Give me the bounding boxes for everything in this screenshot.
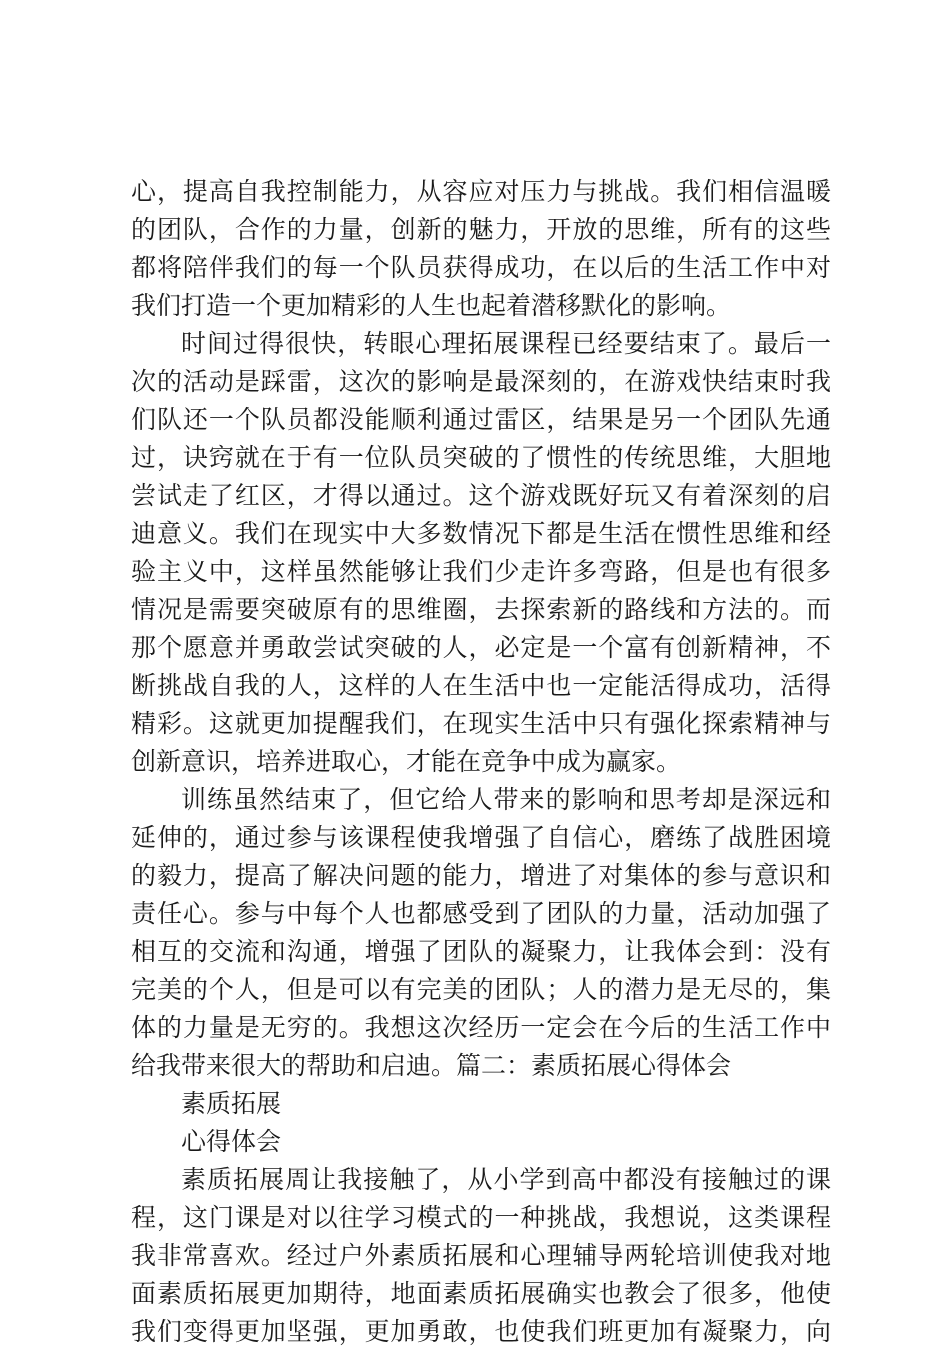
paragraph-start-line: 素质拓展周让我接触了，从小学到高中都没有接触过的课 xyxy=(181,1165,831,1194)
text-line: 过，诀窍就在于有一位队员突破的了惯性的传统思维，大胆地 xyxy=(131,443,831,472)
text-line: 我们变得更加坚强，更加勇敢，也使我们班更加有凝聚力，向 xyxy=(131,1317,831,1346)
text-line: 给我带来很大的帮助和启迪。篇二：素质拓展心得体会 xyxy=(131,1051,732,1080)
text-line: 心，提高自我控制能力，从容应对压力与挑战。我们相信温暖 xyxy=(131,177,831,206)
text-line: 责任心。参与中每个人也都感受到了团队的力量，活动加强了 xyxy=(131,899,831,928)
text-line: 尝试走了红区，才得以通过。这个游戏既好玩又有着深刻的启 xyxy=(131,481,831,510)
text-line: 都将陪伴我们的每一个队员获得成功，在以后的生活工作中对 xyxy=(131,253,831,282)
text-line: 我非常喜欢。经过户外素质拓展和心理辅导两轮培训使我对地 xyxy=(131,1241,831,1270)
text-line: 创新意识，培养进取心，才能在竞争中成为赢家。 xyxy=(131,747,682,776)
text-line: 精彩。这就更加提醒我们，在现实生活中只有强化探索精神与 xyxy=(131,709,831,738)
text-line: 我们打造一个更加精彩的人生也起着潜移默化的影响。 xyxy=(131,291,732,320)
text-line: 相互的交流和沟通，增强了团队的凝聚力，让我体会到：没有 xyxy=(131,937,831,966)
text-line: 那个愿意并勇敢尝试突破的人，必定是一个富有创新精神，不 xyxy=(131,633,831,662)
text-line: 延伸的，通过参与该课程使我增强了自信心，磨练了战胜困境 xyxy=(131,823,831,852)
paragraph-start-line: 训练虽然结束了，但它给人带来的影响和思考却是深远和 xyxy=(181,785,831,814)
paragraph-start-line: 时间过得很快，转眼心理拓展课程已经要结束了。最后一 xyxy=(181,329,831,358)
text-line: 的毅力，提高了解决问题的能力，增进了对集体的参与意识和 xyxy=(131,861,831,890)
text-line: 体的力量是无穷的。我想这次经历一定会在今后的生活工作中 xyxy=(131,1013,831,1042)
text-line: 面素质拓展更加期待，地面素质拓展确实也教会了很多，他使 xyxy=(131,1279,831,1308)
section-heading: 素质拓展 xyxy=(181,1089,282,1118)
text-line: 验主义中，这样虽然能够让我们少走许多弯路，但是也有很多 xyxy=(131,557,831,586)
text-line: 完美的个人，但是可以有完美的团队；人的潜力是无尽的，集 xyxy=(131,975,831,1004)
text-line: 断挑战自我的人，这样的人在生活中也一定能活得成功，活得 xyxy=(131,671,831,700)
text-line: 的团队，合作的力量，创新的魅力，开放的思维，所有的这些 xyxy=(131,215,831,244)
section-heading: 心得体会 xyxy=(181,1127,282,1156)
text-line: 情况是需要突破原有的思维圈，去探索新的路线和方法的。而 xyxy=(131,595,831,624)
text-line: 程，这门课是对以往学习模式的一种挑战，我想说，这类课程 xyxy=(131,1203,831,1232)
text-line: 们队还一个队员都没能顺利通过雷区，结果是另一个团队先通 xyxy=(131,405,831,434)
text-line: 次的活动是踩雷，这次的影响是最深刻的，在游戏快结束时我 xyxy=(131,367,831,396)
text-line: 迪意义。我们在现实中大多数情况下都是生活在惯性思维和经 xyxy=(131,519,831,548)
